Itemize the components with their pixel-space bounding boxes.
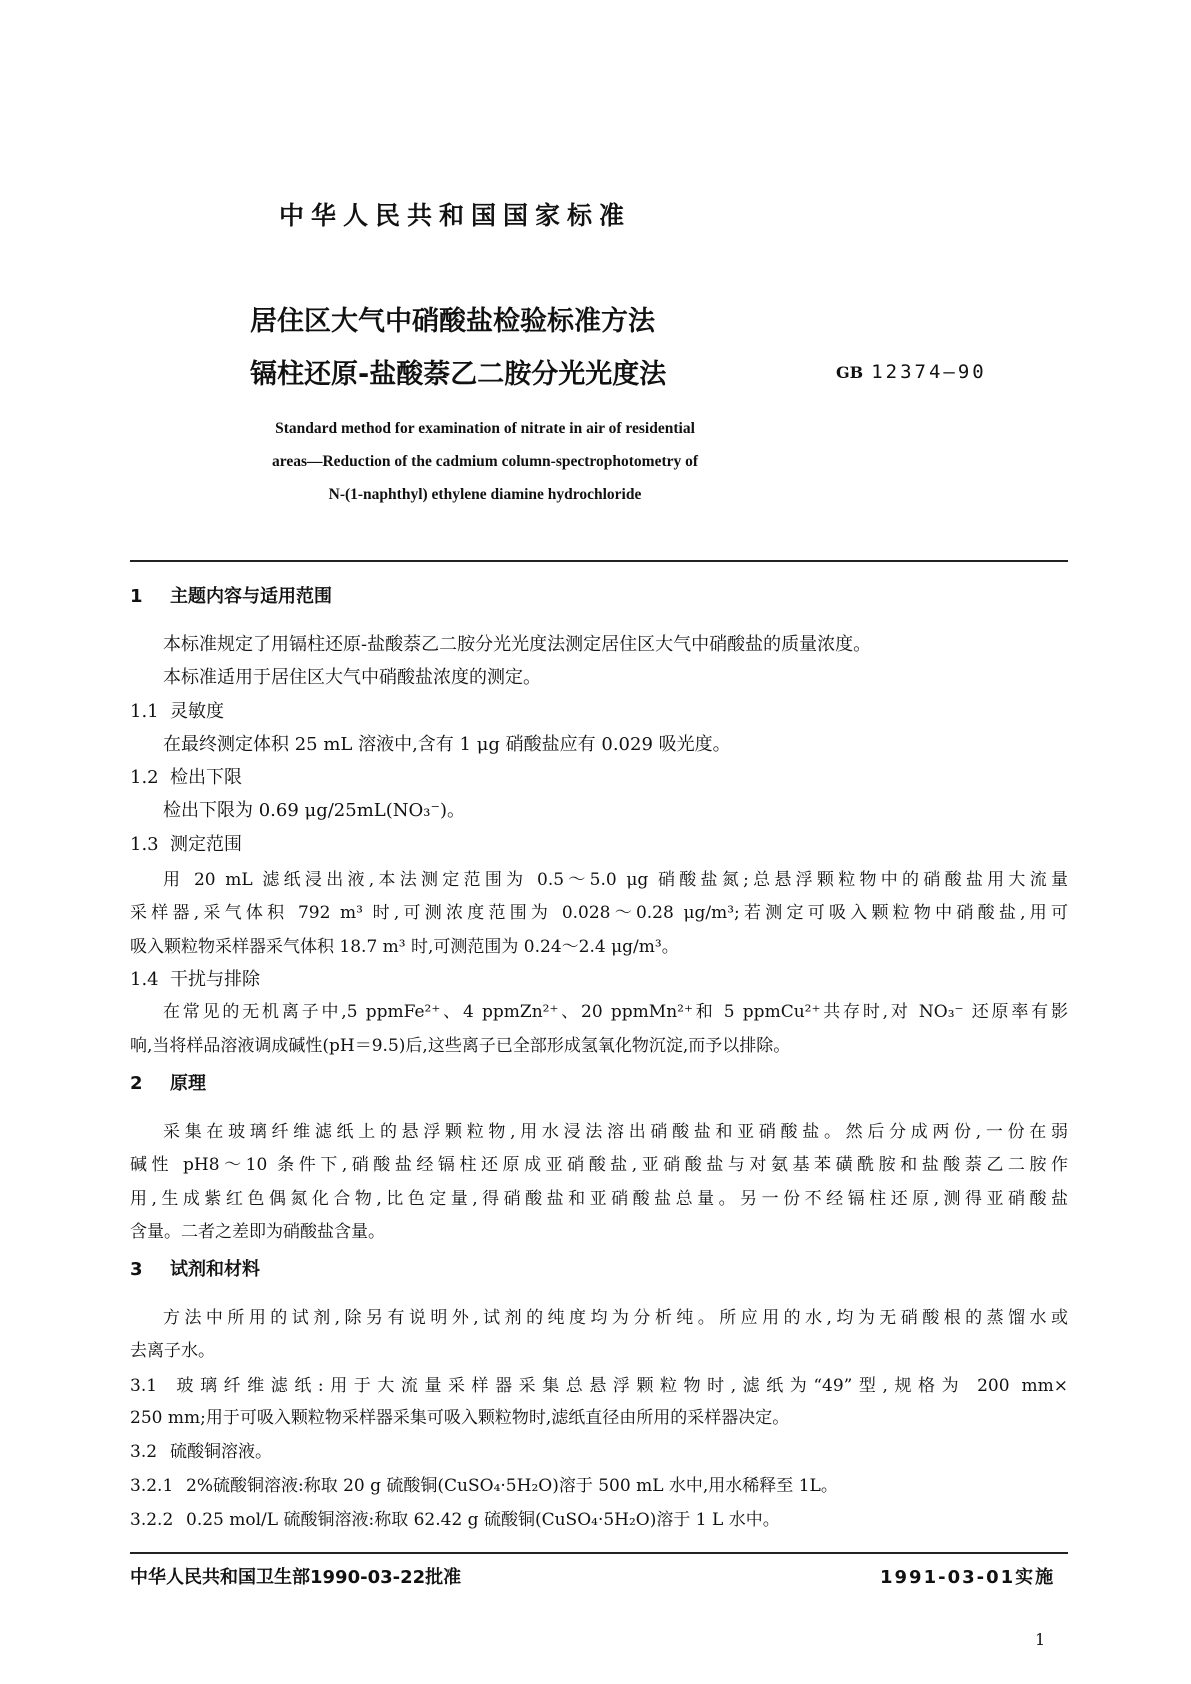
document-header: 中华人民共和国国家标准 [278, 201, 631, 230]
paragraph-line: 采样器,采气体积 792 m³ 时,可测浓度范围为 0.028～0.28 μg/m³;若测定可吸入颗粒物中硝酸盐,用可 [130, 903, 1068, 923]
paragraph-line: 用 20 mL 滤纸浸出液,本法测定范围为 0.5～5.0 μg 硝酸盐氮;总悬浮颗粒物中的硝酸盐用大流量 [163, 870, 1068, 890]
paragraph-line: 响,当将样品溶液调成碱性(pH＝9.5)后,这些离子已全部形成氢氧化物沉淀,而予以排除。 [130, 1036, 791, 1056]
standard-number: 12374—90 [871, 361, 987, 383]
paragraph-line: 吸入颗粒物采样器采气体积 18.7 m³ 时,可测范围为 0.24～2.4 μg/m³。 [130, 937, 679, 957]
section-1-heading: 1 主题内容与适用范围 [130, 586, 332, 607]
english-title-3: N-(1-naphthyl) ethylene diamine hydrochloride [328, 486, 642, 503]
section-3-2-1: 3.2.1 2%硫酸铜溶液:称取 20 g 硫酸铜(CuSO₄·5H₂O)溶于 500 mL 水中,用水稀释至 1L。 [130, 1476, 838, 1496]
title-line-1: 居住区大气中硝酸盐检验标准方法 [250, 306, 655, 337]
section-2-heading: 2 原理 [130, 1073, 206, 1094]
paragraph-line: 去离子水。 [130, 1341, 215, 1361]
paragraph: 本标准适用于居住区大气中硝酸盐浓度的测定。 [163, 667, 541, 688]
paragraph-line: 在常见的无机离子中,5 ppmFe²⁺、4 ppmZn²⁺、20 ppmMn²⁺和 5 ppmCu²⁺共存时,对 NO₃⁻ 还原率有影 [163, 1002, 1068, 1022]
header-rule [130, 560, 1068, 562]
paragraph-line: 250 mm;用于可吸入颗粒物采样器采集可吸入颗粒物时,滤纸直径由所用的采样器决定。 [130, 1408, 790, 1428]
standard-code [836, 360, 987, 385]
section-3-heading: 3 试剂和材料 [130, 1259, 260, 1280]
paragraph-line: 采集在玻璃纤维滤纸上的悬浮颗粒物,用水浸法溶出硝酸盐和亚硝酸盐。然后分成两份,一份在弱 [163, 1122, 1068, 1142]
paragraph: 检出下限为 0.69 μg/25mL(NO₃⁻)。 [163, 800, 466, 821]
section-3-2-2: 3.2.2 0.25 mol/L 硫酸铜溶液:称取 62.42 g 硫酸铜(CuSO₄·5H₂O)溶于 1 L 水中。 [130, 1510, 780, 1530]
effective-date: 1991-03-01实施 [880, 1567, 1056, 1588]
paragraph-line: 含量。二者之差即为硝酸盐含量。 [130, 1222, 385, 1242]
section-1-1-heading: 1.1 灵敏度 [130, 701, 224, 722]
english-title-1: Standard method for examination of nitrate in air of residential [275, 420, 695, 437]
section-1-2-heading: 1.2 检出下限 [130, 767, 242, 788]
section-1-3-heading: 1.3 测定范围 [130, 834, 242, 855]
paragraph-line: 方法中所用的试剂,除另有说明外,试剂的纯度均为分析纯。所应用的水,均为无硝酸根的蒸馏水或 [163, 1308, 1068, 1328]
section-1-4-heading: 1.4 干扰与排除 [130, 969, 260, 990]
paragraph-line: 用,生成紫红色偶氮化合物,比色定量,得硝酸盐和亚硝酸盐总量。另一份不经镉柱还原,测得亚硝酸盐 [130, 1189, 1068, 1209]
section-3-1: 3.1 玻璃纤维滤纸:用于大流量采样器采集总悬浮颗粒物时,滤纸为“49”型,规格为 200 mm× [130, 1376, 1068, 1396]
english-title-2: areas—Reduction of the cadmium column-spectrophotometry of [271, 453, 699, 470]
paragraph-line: 碱性 pH8～10 条件下,硝酸盐经镉柱还原成亚硝酸盐,亚硝酸盐与对氨基苯磺酰胺和盐酸萘乙二胺作 [130, 1155, 1068, 1175]
title-line-2: 镉柱还原-盐酸萘乙二胺分光光度法 [250, 359, 667, 390]
paragraph: 在最终测定体积 25 mL 溶液中,含有 1 μg 硝酸盐应有 0.029 吸光度。 [163, 734, 731, 755]
paragraph: 本标准规定了用镉柱还原-盐酸萘乙二胺分光光度法测定居住区大气中硝酸盐的质量浓度。 [163, 634, 872, 655]
standard-prefix: GB [836, 363, 864, 382]
section-3-2: 3.2 硫酸铜溶液。 [130, 1442, 272, 1462]
approval-text: 中华人民共和国卫生部1990-03-22批准 [130, 1567, 462, 1588]
page-number: 1 [1035, 1630, 1046, 1649]
footer-rule [130, 1552, 1068, 1554]
